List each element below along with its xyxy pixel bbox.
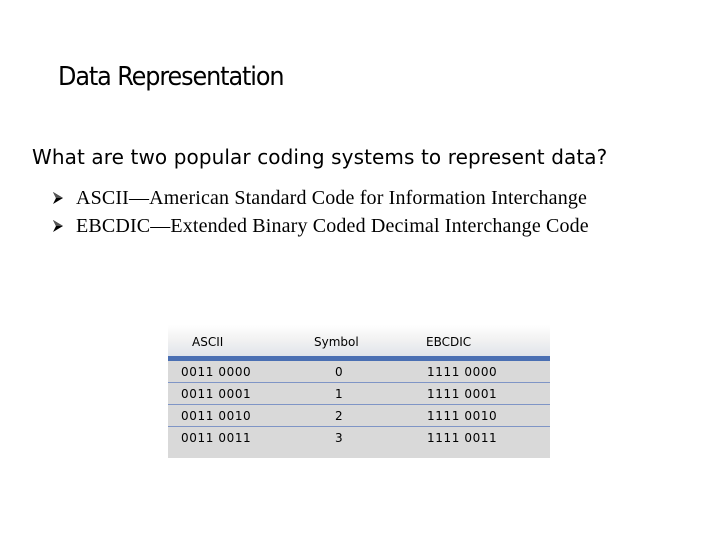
cell-symbol: 3 [335, 431, 344, 445]
table-row [168, 383, 550, 405]
cell-ebcdic: 1111 0000 [427, 365, 498, 379]
header-ebcdic: EBCDIC [426, 335, 472, 349]
arrowhead-bullet-icon [52, 212, 68, 240]
cell-ebcdic: 1111 0001 [427, 387, 498, 401]
cell-symbol: 0 [335, 365, 344, 379]
cell-ebcdic: 1111 0010 [427, 409, 498, 423]
cell-symbol: 2 [335, 409, 344, 423]
table-row [168, 361, 550, 383]
cell-ebcdic: 1111 0011 [427, 431, 498, 445]
cell-ascii: 0011 0011 [181, 431, 252, 445]
cell-ascii: 0011 0001 [181, 387, 252, 401]
cell-ascii: 0011 0000 [181, 365, 252, 379]
cell-symbol: 1 [335, 387, 344, 401]
bullet-text: ASCII—American Standard Code for Information Interchange [76, 187, 588, 209]
cell-ascii: 0011 0010 [181, 409, 252, 423]
table-header [168, 325, 550, 357]
table-row [168, 427, 550, 449]
code-table [168, 325, 550, 458]
header-ascii: ASCII [192, 335, 224, 349]
bullet-text: EBCDIC—Extended Binary Coded Decimal Interchange Code [76, 215, 589, 237]
table-row [168, 405, 550, 427]
question-text: What are two popular coding systems to represent data? [32, 145, 608, 169]
arrowhead-bullet-icon [52, 184, 68, 212]
slide-title: Data Representation [58, 62, 284, 92]
header-symbol: Symbol [314, 335, 359, 349]
